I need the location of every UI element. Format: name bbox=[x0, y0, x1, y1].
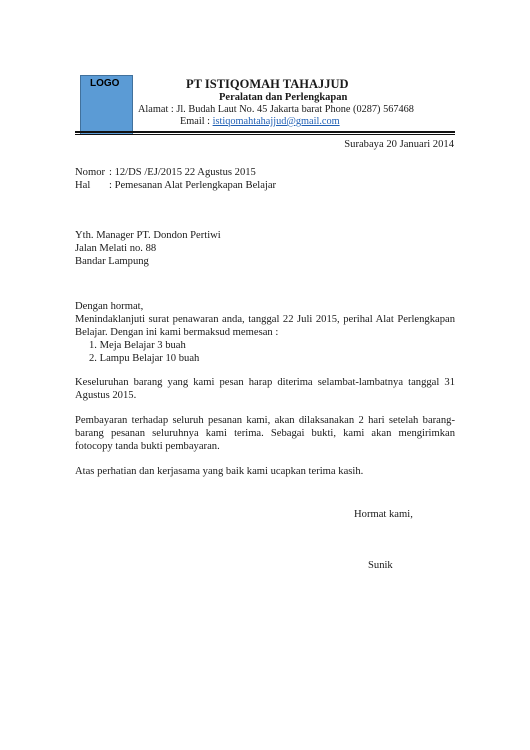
intro-paragraph: Menindaklanjuti surat penawaran anda, tanggal 22 Juli 2015, perihal Alat Perlengkapan Belajar. Dengan ini kami bermaksud memesan : bbox=[75, 314, 455, 338]
logo-label: LOGO bbox=[90, 78, 120, 89]
salutation: Dengan hormat, bbox=[75, 301, 144, 312]
recipient-street: Jalan Melati no. 88 bbox=[75, 243, 157, 254]
order-item-1: 1. Meja Belajar 3 buah bbox=[89, 340, 186, 351]
payment-paragraph: Pembayaran terhadap seluruh pesanan kami, akan dilaksanakan 2 hari setelah barang-barang pesanan seluruhnya kami terima. Sebagai bukti, kami akan mengirimkan fotocopy tanda bukti pembayaran. bbox=[75, 415, 455, 452]
recipient-name: Yth. Manager PT. Dondon Pertiwi bbox=[75, 230, 221, 241]
closing-line: Hormat kami, bbox=[354, 509, 413, 520]
company-address: Alamat : Jl. Budah Laut No. 45 Jakarta barat Phone (0287) 567468 bbox=[138, 104, 414, 115]
letterhead-divider-thin bbox=[75, 134, 455, 135]
hal-label: Hal bbox=[75, 180, 91, 191]
email-label: Email : bbox=[180, 116, 213, 127]
recipient-city: Bandar Lampung bbox=[75, 256, 149, 267]
logo-placeholder bbox=[80, 75, 133, 135]
letterhead-divider bbox=[75, 131, 455, 133]
signer-name: Sunik bbox=[368, 560, 393, 571]
delivery-paragraph: Keseluruhan barang yang kami pesan harap diterima selambat-lambatnya tanggal 31 Agustus 2015. bbox=[75, 377, 455, 401]
thanks-paragraph: Atas perhatian dan kerjasama yang baik kami ucapkan terima kasih. bbox=[75, 466, 364, 477]
hal-line bbox=[75, 179, 276, 192]
company-email-line bbox=[180, 116, 340, 127]
letter-date: Surabaya 20 Januari 2014 bbox=[344, 139, 454, 150]
hal-value: : Pemesanan Alat Perlengkapan Belajar bbox=[109, 180, 277, 191]
email-link[interactable]: istiqomahtahajjud@gmail.com bbox=[212, 116, 340, 127]
nomor-label: Nomor bbox=[75, 167, 106, 178]
company-tagline: Peralatan dan Perlengkapan bbox=[219, 92, 348, 103]
order-item-2: 2. Lampu Belajar 10 buah bbox=[89, 353, 200, 364]
nomor-value: : 12/DS /EJ/2015 22 Agustus 2015 bbox=[109, 167, 256, 178]
nomor-line bbox=[75, 166, 256, 179]
company-name: PT ISTIQOMAH TAHAJJUD bbox=[186, 77, 349, 91]
